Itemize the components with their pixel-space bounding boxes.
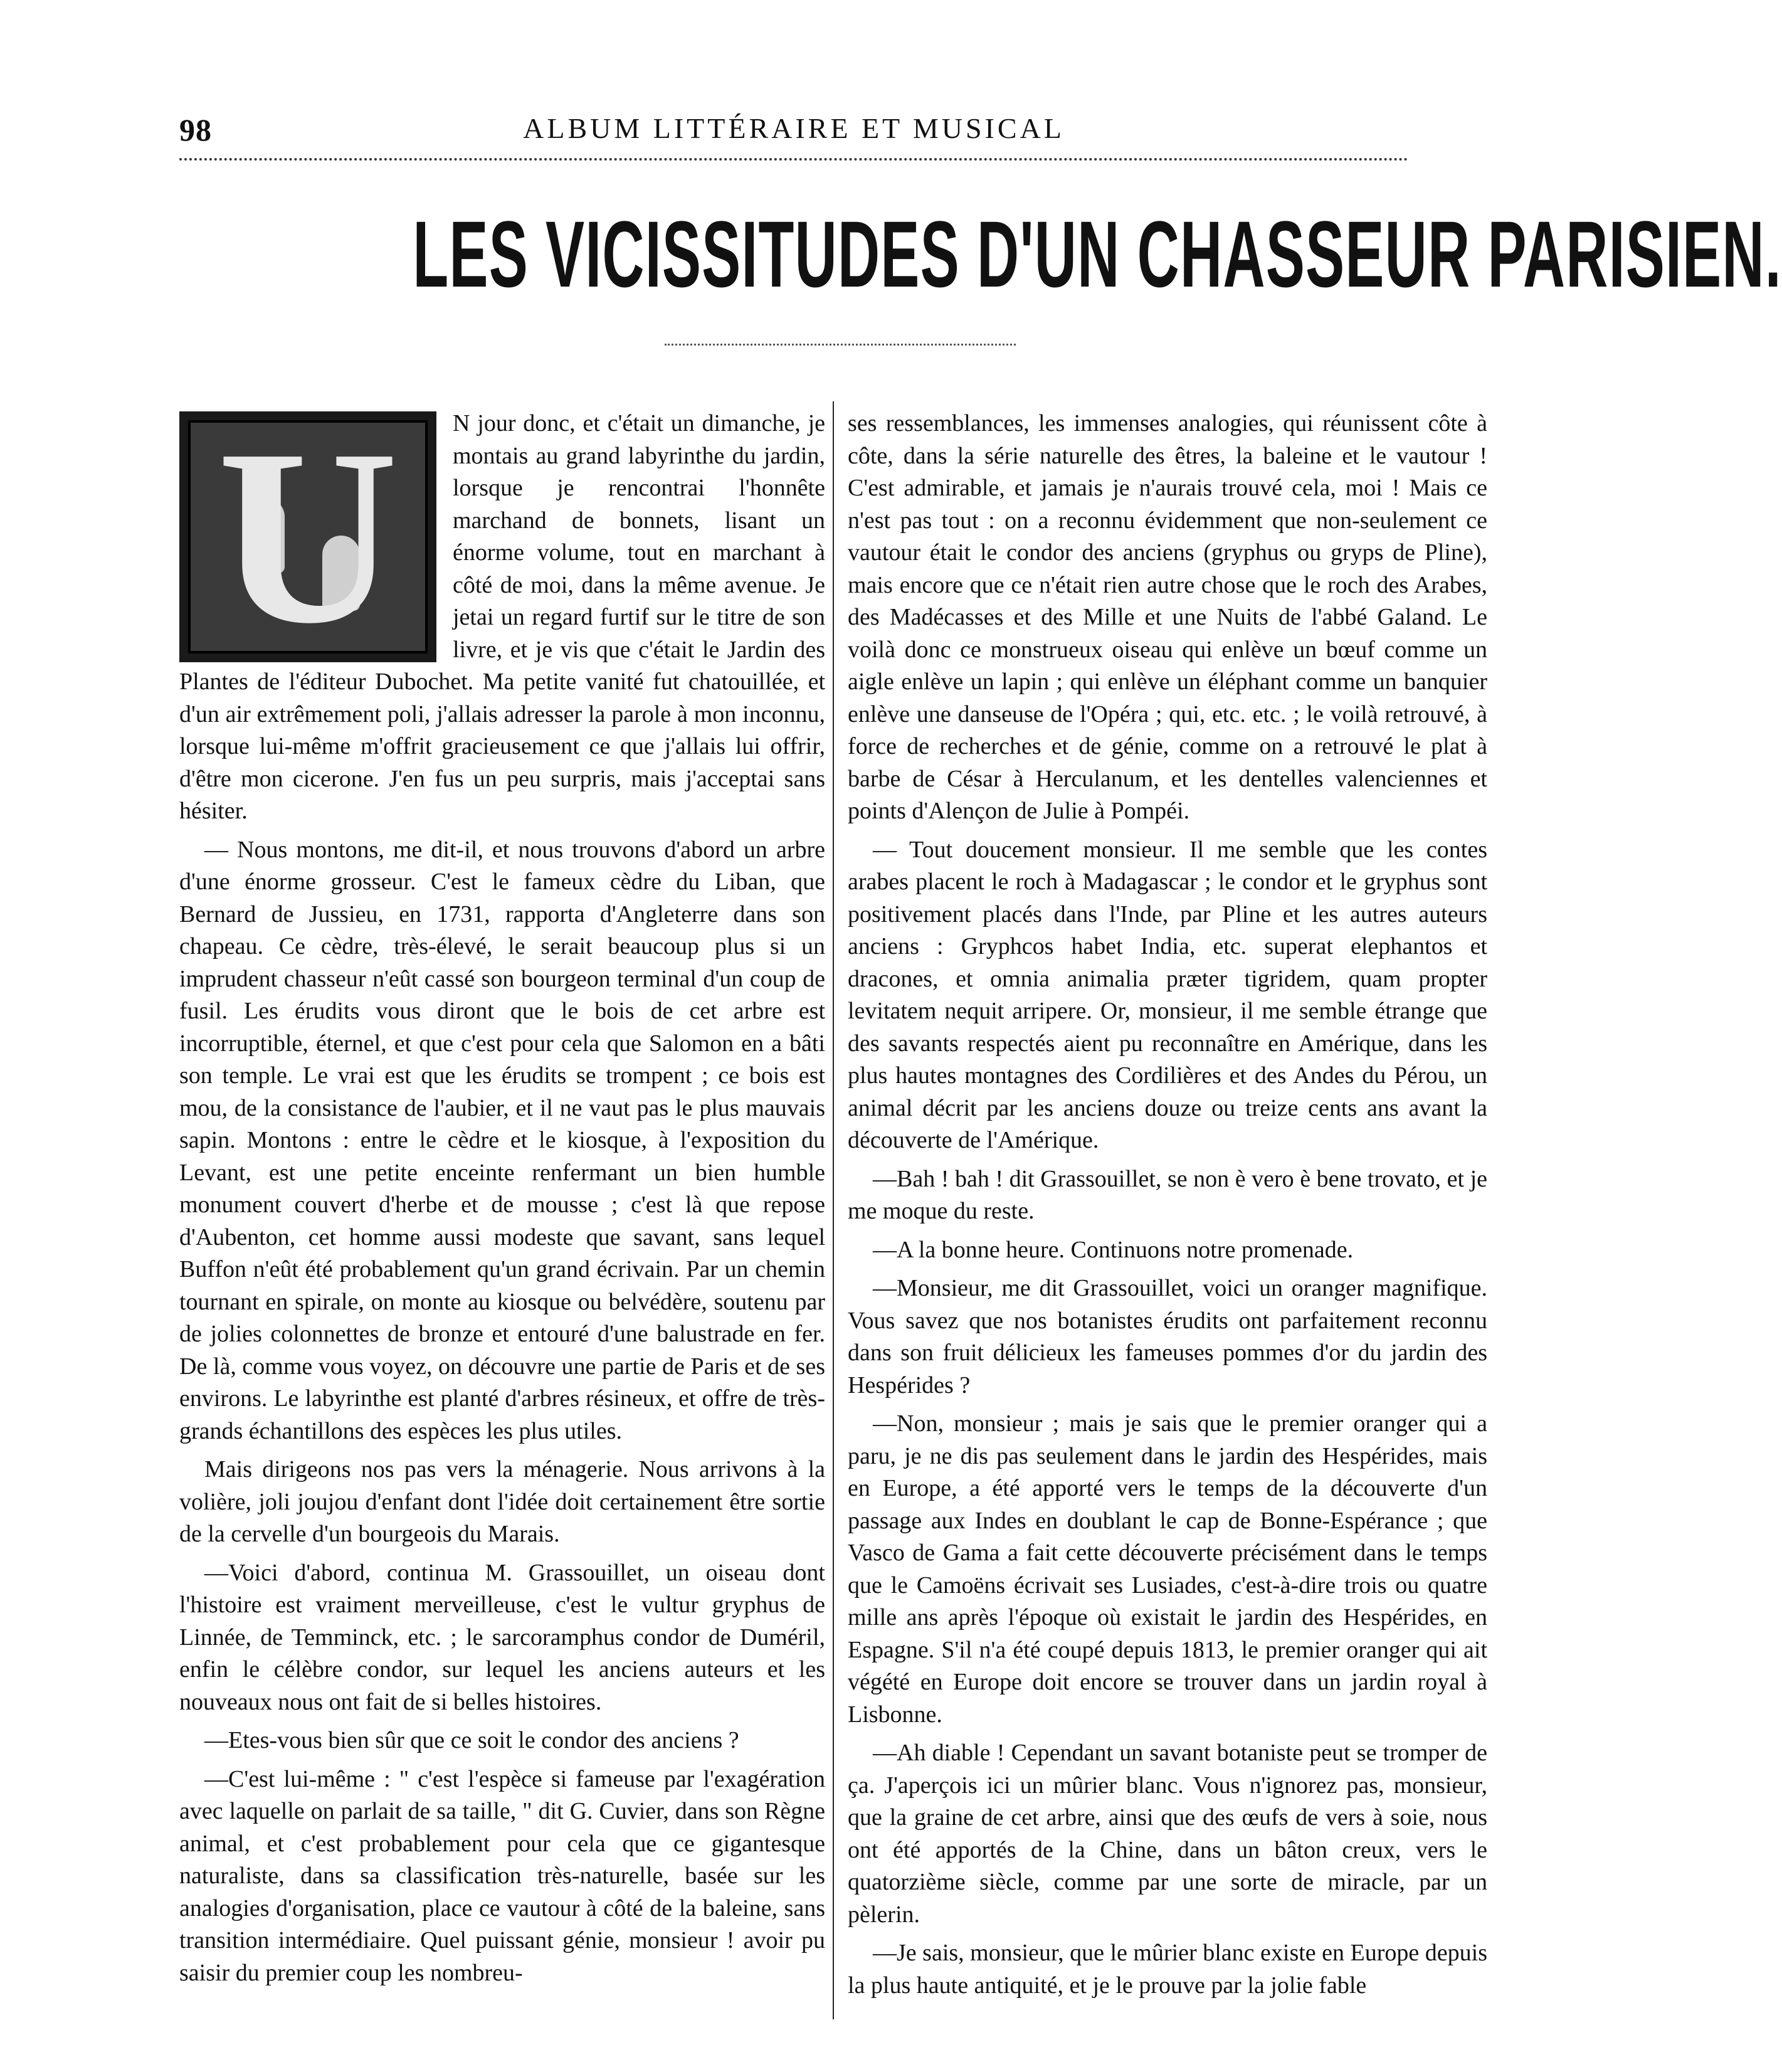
paragraph: —Non, monsieur ; mais je sais que le premier oranger qui a paru, je ne dis pas seulement dans le jardin des Hespérides, mais en Europe, a été apporté vers le temps de la découverte d'un passage aux Indes en doublant le cap de Bonne-Espérance ; que Vasco de Gama a fait cette découverte précisément dans le temps que le Camoëns écrivait ses Lusiades, c'est-à-dire trois ou quatre mille ans après l'époque où existait le jardin des Hespérides, en Espagne. S'il n'a été coupé depuis 1813, le premier oranger qui ait végété en Europe doit encore se trouver dans un jardin royal à Lisbonne.: [848, 1410, 1487, 1728]
paragraph: —Etes-vous bien sûr que ce soit le condor des anciens ?: [204, 1727, 739, 1753]
title-ornament-rule: [665, 344, 1016, 348]
paragraph: ses ressemblances, les immenses analogies, qui réunissent côte à côte, dans la série naturelle des êtres, la baleine et le vautour ! C'est admirable, et jamais je n'aurais trouvé cela, moi ! Mais ce n'est pas tout : on a reconnu évidemment que non-seulement ce vautour était le condor des anciens (gryphus ou gryps de Pline), mais encore que ce n'était rien autre chose que le roch des Arabes, des Madécasses et des Mille et une Nuits de l'abbé Galand. Le voilà donc ce monstrueux oiseau qui enlève un bœuf comme un aigle enlève un lapin ; qui enlève un éléphant comme un banquier enlève une danseuse de l'Opéra ; qui, etc. etc. ; le voilà retrouvé, à force de recherches et de génie, comme on a retrouvé le plat à barbe de César à Herculanum, et les dentelles valenciennes et points d'Alençon de Julie à Pompéi.: [848, 410, 1487, 824]
right-column: [848, 408, 1487, 2008]
left-column: [179, 398, 825, 1995]
paragraph: —Monsieur, me dit Grassouillet, voici un oranger magnifique. Vous savez que nos botanistes érudits ont parfaitement reconnu dans son fruit délicieux les fameuses pommes d'or du jardin des Hespérides ?: [848, 1275, 1487, 1398]
paragraph: —Voici d'abord, continua M. Grassouillet, un oiseau dont l'histoire est vraiment merveilleuse, c'est le vultur gryphus de Linnée, de Temminck, etc. ; le sarcoramphus condor de Duméril, enfin le célèbre condor, sur lequel les anciens auteurs et les nouveaux nous ont fait de si belles histoires.: [179, 1559, 825, 1715]
paragraph: Mais dirigeons nos pas vers la ménagerie. Nous arrivons à la volière, joli joujou d'enfant dont l'idée doit certainement être sortie de la cervelle d'un bourgeois du Marais.: [179, 1456, 825, 1547]
paragraph: —C'est lui-même : " c'est l'espèce si fameuse par l'exagération avec laquelle on parlait de sa taille, " dit G. Cuvier, dans son Règne animal, et c'est probablement pour cela que ce gigantesque naturaliste, dans sa classification très-naturelle, basée sur les analogies d'organisation, place ce vautour à côté de la baleine, sans transition intermédiaire. Quel puissant génie, monsieur ! avoir pu saisir du premier coup les nombreu-: [179, 1765, 825, 1986]
article-title: LES VICISSITUDES D'UN CHASSEUR PARISIEN.: [413, 201, 1782, 307]
header-divider: [179, 158, 1408, 166]
page-number: 98: [179, 112, 212, 147]
paragraph: N jour donc, et c'était un dimanche, je montais au grand labyrinthe du jardin, lorsque je rencontrai l'honnête marchand de bonnets, lisant un énorme volume, tout en marchant à côté de moi, dans la même avenue. Je jetai un regard furtif sur le titre de son livre, et je vis que c'était le Jardin des Plantes de l'éditeur Dubochet. Ma petite vanité fut chatouillée, et d'un air extrêmement poli, j'allais adresser la parole à mon inconnu, lorsque lui-même m'offrit gracieusement ce que j'allais lui offrir, d'être mon cicerone. J'en fus un peu surpris, mais j'acceptai sans hésiter.: [179, 410, 825, 824]
paragraph: —Bah ! bah ! dit Grassouillet, se non è vero è bene trovato, et je me moque du reste.: [848, 1165, 1487, 1224]
column-divider: [833, 401, 834, 2019]
drop-cap-letter: U: [217, 398, 399, 675]
running-header: [179, 112, 1408, 149]
paragraph: —A la bonne heure. Continuons notre promenade.: [873, 1236, 1354, 1263]
illustrated-drop-cap: [179, 398, 436, 675]
running-title: ALBUM LITTÉRAIRE ET MUSICAL: [523, 112, 1065, 144]
paragraph: —Ah diable ! Cependant un savant botaniste peut se tromper de ça. J'aperçois ici un mûrier blanc. Vous n'ignorez pas, monsieur, que la graine de cet arbre, ainsi que des œufs de vers à soie, nous ont été apportés de la Chine, dans un bâton creux, vers le quatorzième siècle, comme par une sorte de miracle, par un pèlerin.: [848, 1740, 1487, 1928]
paragraph: —Je sais, monsieur, que le mûrier blanc existe en Europe depuis la plus haute antiquité, et je le prouve par la jolie fable: [848, 1940, 1487, 1999]
paragraph: — Tout doucement monsieur. Il me semble que les contes arabes placent le roch à Madagascar ; le condor et le gryphus sont positivement placés dans l'Inde, par Pline et les autres auteurs anciens : Gryphcos habet India, etc. superat elephantos et dracones, et omnia animalia præter tigridem, quam propter levitatem nequit arripere. Or, monsieur, il me semble étrange que des savants respectés aient pu reconnaître en Amérique, dans les plus hautes montagnes des Cordilières et des Andes du Pérou, un animal décrit par les anciens douze ou treize cents ans avant la découverte de l'Amérique.: [848, 836, 1487, 1153]
paragraph: — Nous montons, me dit-il, et nous trouvons d'abord un arbre d'une énorme grosseur. C'est le fameux cèdre du Liban, que Bernard de Jussieu, en 1731, rapporta d'Angleterre dans son chapeau. Ce cèdre, très-élevé, le serait beaucoup plus si un imprudent chasseur n'eût cassé son bourgeon terminal d'un coup de fusil. Les érudits vous diront que le bois de cet arbre est incorruptible, éternel, et que c'est pour cela que Salomon en a bâti son temple. Le vrai est que les érudits se trompent ; ce bois est mou, de la consistance de l'aubier, et il ne vaut pas le plus mauvais sapin. Montons : entre le cèdre et le kiosque, à l'exposition du Levant, est une petite enceinte renfermant un bien humble monument couvert d'herbe et de mousse ; c'est là que repose d'Aubenton, cet homme aussi modeste que savant, sans lequel Buffon n'eût été probablement qu'un grand écrivain. Par un chemin tournant en spirale, on monte au kiosque ou belvédère, soutenu par de jolies colonnettes de bronze et entouré d'une balustrade en fer. De là, comme vous voyez, on découvre une partie de Paris et de ses environs. Le labyrinthe est planté d'arbres résineux, et offre de très-grands échantillons des espèces les plus utiles.: [179, 836, 825, 1444]
